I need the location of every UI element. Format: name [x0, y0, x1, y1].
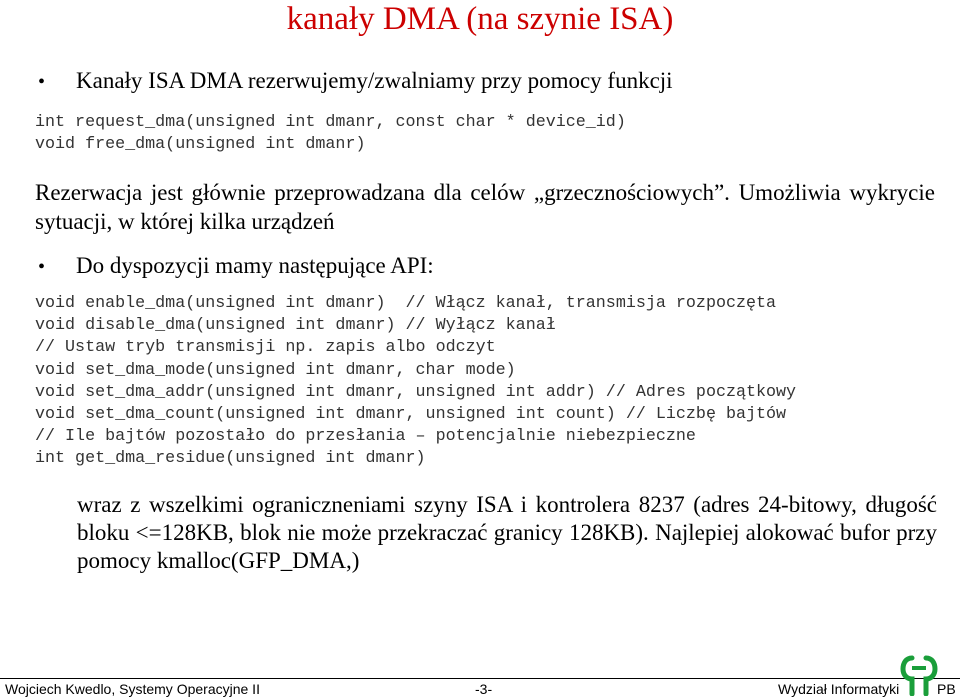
footer-pb: PB: [937, 681, 956, 697]
code-line: // Ustaw tryb transmisji np. zapis albo odczyt: [35, 338, 496, 358]
code-block-1: [35, 112, 626, 156]
footer-department: Wydział Informatyki: [778, 681, 900, 697]
code-line: void set_dma_addr(unsigned int dmanr, unsigned int addr) // Adres początkowy: [35, 382, 797, 402]
bullet-text: Kanały ISA DMA rezerwujemy/zwalniamy przy pomocy funkcji: [76, 68, 673, 93]
paragraph-limitations: wraz z wszelkimi ograniczneniami szyny ISA i kontrolera 8237 (adres 24-bitowy, długość bloku <=128KB, blok nie może przekraczać granicy 128KB). Najlepiej alokować bufor przy pomocy kmalloc(GFP_DMA,): [77, 492, 937, 573]
footer-author: Wojciech Kwedlo, Systemy Operacyjne II: [5, 681, 260, 697]
bullet-item-2: [38, 252, 434, 281]
code-line: void free_dma(unsigned int dmanr): [35, 135, 366, 155]
paragraph-reservation: Rezerwacja jest głównie przeprowadzana dla celów „grzecznościowych”. Umożliwia wykrycie sytuacji, w której kilka urządzeń: [35, 180, 935, 234]
bullet-icon: •: [38, 256, 46, 278]
bullet-icon: •: [38, 71, 46, 93]
code-line: void set_dma_mode(unsigned int dmanr, char mode): [35, 360, 516, 380]
code-line: // Ile bajtów pozostało do przesłania – potencjalnie niebezpieczne: [35, 427, 696, 447]
faculty-logo-icon: [898, 654, 940, 696]
footer-divider: [0, 678, 960, 679]
code-line: void disable_dma(unsigned int dmanr) // Wyłącz kanał: [35, 316, 556, 336]
code-line: void enable_dma(unsigned int dmanr) // Włącz kanał, transmisja rozpoczęta: [35, 294, 777, 313]
code-block-2: [35, 293, 796, 471]
footer: [0, 680, 960, 698]
code-line: int request_dma(unsigned int dmanr, const char * device_id): [35, 113, 626, 132]
code-line: void set_dma_count(unsigned int dmanr, unsigned int count) // Liczbę bajtów: [35, 405, 787, 425]
code-line: int get_dma_residue(unsigned int dmanr): [35, 449, 426, 469]
bullet-text: Do dyspozycji mamy następujące API:: [76, 253, 434, 278]
footer-page-number: -3-: [475, 681, 493, 697]
bullet-item-1: [38, 67, 673, 96]
slide-title: kanały DMA (na szynie ISA): [286, 1, 674, 37]
